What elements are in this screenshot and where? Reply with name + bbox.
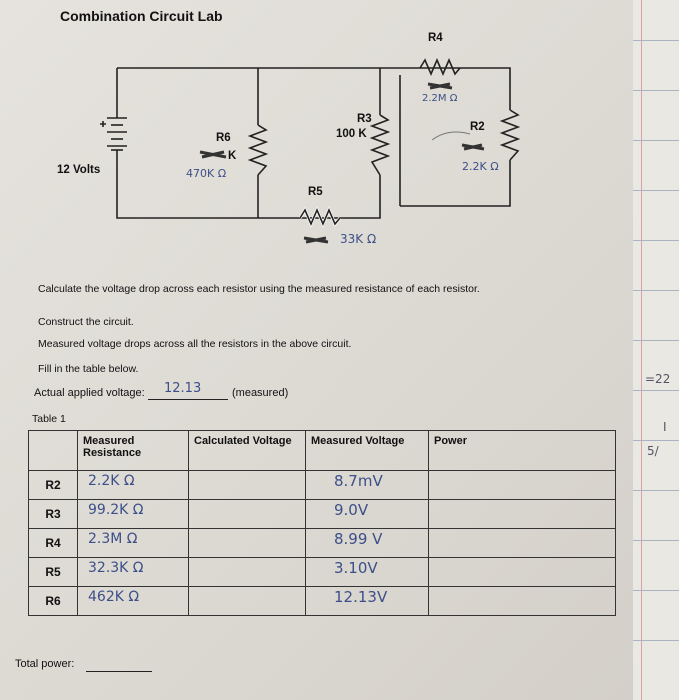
applied-voltage-value: 12.13 (164, 381, 202, 396)
r2-handwritten: 2.2K Ω (462, 160, 499, 173)
r6-label: R6 (216, 132, 231, 144)
power-cell (429, 500, 616, 529)
measured-resistance-cell: 32.3K Ω (78, 558, 189, 587)
calculated-voltage-cell (189, 471, 306, 500)
scribble-out-mark (428, 84, 452, 88)
r5-resistor (300, 210, 340, 224)
calculated-voltage-cell (189, 558, 306, 587)
r5-label: R5 (308, 186, 323, 198)
header-calculated-voltage: Calculated Voltage (189, 431, 306, 471)
r3-value: 100 K (336, 128, 367, 140)
measured-voltage-cell: 3.10V (306, 558, 429, 587)
notebook-rule (633, 290, 679, 291)
notebook-rule (633, 390, 679, 391)
r4-resistor (420, 60, 460, 74)
total-power-label: Total power: (15, 658, 75, 670)
r3-resistor (372, 115, 388, 175)
r4-handwritten: 2.2M Ω (422, 93, 458, 104)
power-cell (429, 529, 616, 558)
side-note-3: 5/ (647, 444, 659, 458)
notebook-margin-line (641, 0, 642, 700)
scribble-out-mark (304, 238, 328, 242)
instruction-line-3: Measured voltage drops across all the resistors in the above circuit. (38, 338, 352, 350)
header-measured-resistance: Measured Resistance (78, 431, 189, 471)
r4-label: R4 (428, 32, 443, 44)
power-cell (429, 558, 616, 587)
instruction-line-2: Construct the circuit. (38, 316, 134, 328)
applied-voltage-suffix: (measured) (232, 387, 289, 399)
header-blank-cell (29, 431, 78, 471)
pencil-arrow (432, 132, 470, 140)
header-measured-voltage: Measured Voltage (306, 431, 429, 471)
page-title: Combination Circuit Lab (60, 8, 223, 24)
notebook-rule (633, 640, 679, 641)
notebook-rule (633, 590, 679, 591)
header-power: Power (429, 431, 616, 471)
circuit-diagram (0, 0, 640, 270)
instruction-line-1: Calculate the voltage drop across each resistor using the measured resistance of each resistor. (38, 283, 480, 295)
row-label: R6 (29, 587, 78, 616)
source-label: 12 Volts (57, 164, 101, 176)
measured-resistance-cell: 2.2K Ω (78, 471, 189, 500)
calculated-voltage-cell (189, 529, 306, 558)
scribble-out-mark (462, 145, 484, 149)
row-label: R2 (29, 471, 78, 500)
table-header-row (29, 431, 616, 471)
results-table (28, 430, 616, 616)
measured-resistance-cell: 462K Ω (78, 587, 189, 616)
calculated-voltage-cell (189, 500, 306, 529)
table-caption: Table 1 (32, 413, 66, 425)
applied-voltage-label: Actual applied voltage: (34, 387, 145, 399)
total-power-underline (86, 671, 152, 672)
applied-voltage-underline (148, 399, 228, 400)
r6-handwritten: 470K Ω (186, 167, 227, 180)
table-row (29, 587, 616, 616)
measured-voltage-cell: 9.0V (306, 500, 429, 529)
r5-handwritten: 33K Ω (340, 232, 377, 246)
row-label: R4 (29, 529, 78, 558)
notebook-rule (633, 490, 679, 491)
scribble-out-mark (200, 152, 226, 157)
row-label: R5 (29, 558, 78, 587)
measured-resistance-cell: 99.2K Ω (78, 500, 189, 529)
r6-struck-value: K (228, 150, 237, 162)
r6-resistor (250, 125, 266, 175)
r3-label: R3 (357, 113, 372, 125)
table-row (29, 558, 616, 587)
calculated-voltage-cell (189, 587, 306, 616)
r2-resistor (502, 110, 518, 160)
power-cell (429, 587, 616, 616)
notebook-rule (633, 540, 679, 541)
table-row (29, 471, 616, 500)
table-row (29, 500, 616, 529)
instruction-line-4: Fill in the table below. (38, 363, 139, 375)
measured-resistance-cell: 2.3M Ω (78, 529, 189, 558)
notebook-rule (633, 340, 679, 341)
row-label: R3 (29, 500, 78, 529)
plus-icon (100, 121, 106, 127)
measured-voltage-cell: 8.99 V (306, 529, 429, 558)
power-cell (429, 471, 616, 500)
r2-label: R2 (470, 121, 485, 133)
side-note-2: I (663, 420, 667, 434)
table-row (29, 529, 616, 558)
measured-voltage-cell: 12.13V (306, 587, 429, 616)
measured-voltage-cell: 8.7mV (306, 471, 429, 500)
notebook-rule (633, 440, 679, 441)
side-note-1: =22 (645, 372, 671, 386)
